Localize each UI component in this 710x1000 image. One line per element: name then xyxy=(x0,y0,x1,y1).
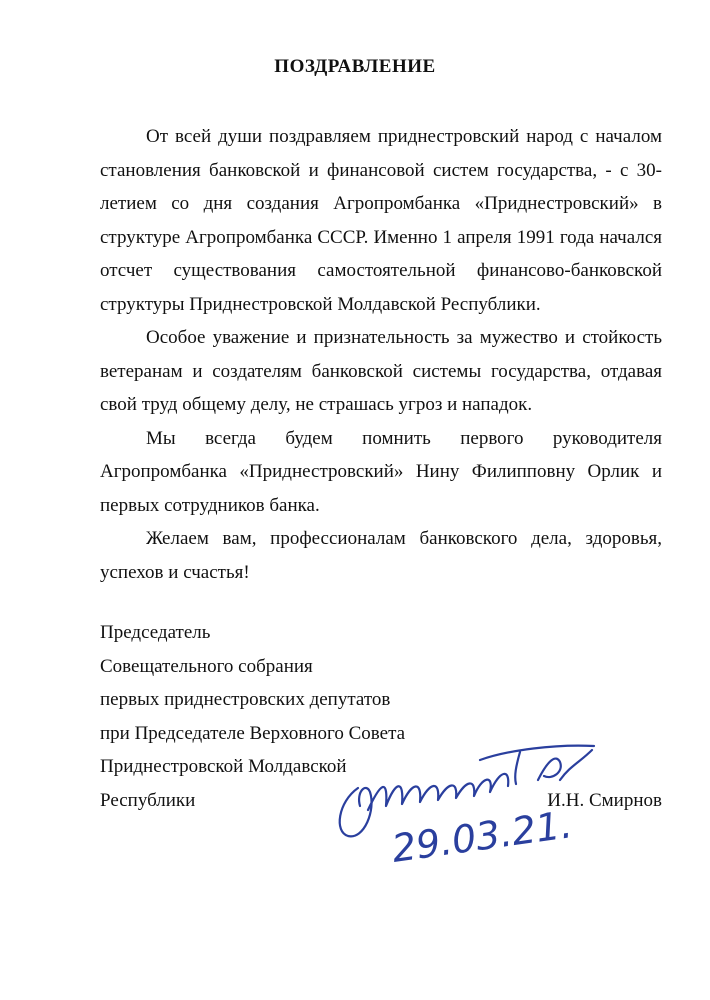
paragraph-remembrance: Мы всегда будем помнить первого руководителя Агропромбанка «Приднестровский» Нину Филипповну Орлик и первых сотрудников банка. xyxy=(100,427,662,516)
signature-stroke xyxy=(515,752,520,784)
signer-position-line: при Председателе Верховного Совета xyxy=(100,722,406,744)
signature-stroke xyxy=(538,759,561,780)
signer-position-line: Приднестровской Молдавской xyxy=(100,756,347,777)
signature-stroke xyxy=(560,750,592,780)
paragraph-respect: Особое уважение и признательность за мужество и стойкость ветеранам и создателям банковской системы государства, отдавая свой труд общему делу, не страшась угроз и нападок. xyxy=(100,327,662,415)
paragraph-greeting: От всей души поздравляем приднестровский народ с началом становления банковской и финансовой систем государства, - с 30-летием со дня создания Агропромбанка «Приднестровский» в структуре Агропромбанка СССР. Именно 1 апреля 1991 года начался отсчет существования самостоятельной финансово-банковской структуры Приднестровской Молдавской Республики. xyxy=(100,126,662,315)
handwritten-signature xyxy=(330,740,610,880)
signature-stroke xyxy=(340,788,372,836)
signer-position-line: Совещательного собрания xyxy=(100,655,313,677)
signer-name: И.Н. Смирнов xyxy=(547,789,662,811)
signer-position-line: первых приднестровских депутатов xyxy=(100,689,391,710)
document-title: ПОЗДРАВЛЕНИЕ xyxy=(274,56,436,77)
signature-stroke xyxy=(368,774,508,810)
letter-body xyxy=(100,120,662,589)
signer-position-line: Республики xyxy=(100,789,196,811)
signer-position-line: Председатель xyxy=(100,622,211,643)
handwritten-date: 29.03.21. xyxy=(389,802,575,871)
signature-stroke xyxy=(480,746,594,760)
paragraph-wishes: Желаем вам, профессионалам банковского дела, здоровья, успехов и счастья! xyxy=(100,528,662,583)
